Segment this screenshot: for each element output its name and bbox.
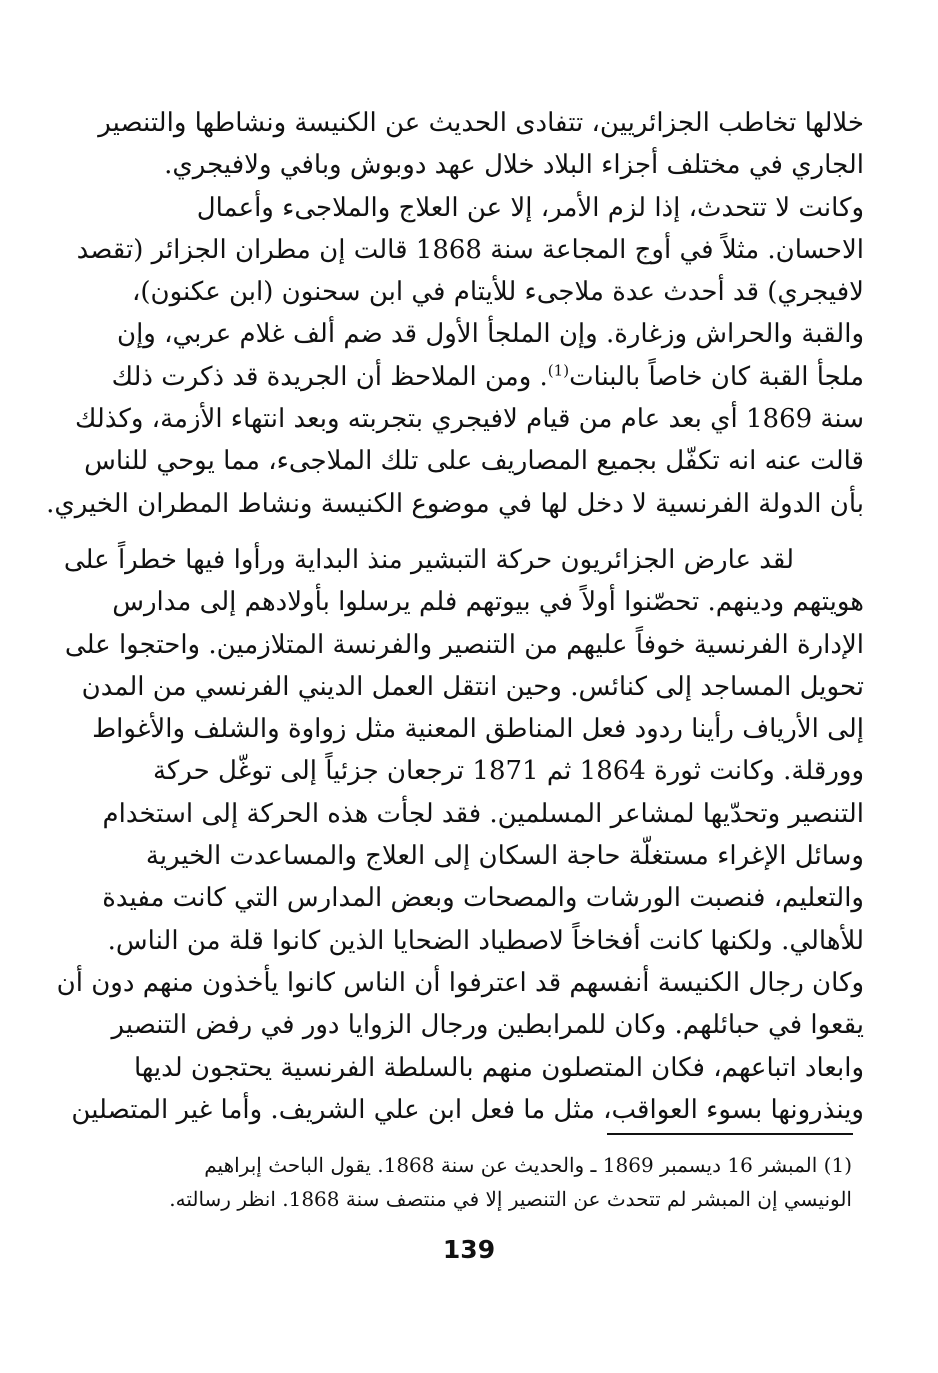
text-line: الإدارة الفرنسية خوفاً عليهم من التنصير والفرنسة المتلازمين. واحتجوا على bbox=[64, 629, 864, 660]
main-text bbox=[46, 102, 864, 1131]
text-segment: ملجأ القبة كان خاصاً بالبنات bbox=[569, 361, 864, 392]
text-line: والتعليم، فنصبت الورشات والمصحات وبعض المدارس التي كانت مفيدة bbox=[102, 883, 864, 914]
text-line: وينذرونها بسوء العواقب، مثل ما فعل ابن علي الشريف. وأما غير المتصلين bbox=[71, 1094, 864, 1125]
text-line: سنة 1869 أي بعد عام من قيام لافيجري بتجربته وبعد انتهاء الأزمة، وكذلك bbox=[75, 404, 864, 435]
text-line: لافيجري) قد أحدث عدة ملاجىء للأيتام في ابن سحنون (ابن عكنون)، bbox=[131, 277, 864, 308]
text-line: للأهالي. ولكنها كانت أفخاخاً لاصطياد الضحايا الذين كانوا قلة من الناس. bbox=[107, 925, 864, 956]
text-line: وسائل الإغراء مستغلّة حاجة السكان إلى العلاج والمساعدت الخيرية bbox=[145, 841, 864, 872]
text-line: الاحسان. مثلاً في أوج المجاعة سنة 1868 قالت إن مطران الجزائر (تقصد bbox=[76, 234, 864, 265]
text-line: وكانت لا تتحدث، إذا لزم الأمر، إلا عن العلاج والملاجىء وأعمال bbox=[196, 192, 864, 223]
paragraph-2 bbox=[56, 539, 864, 1131]
text-line: وورقلة. وكانت ثورة 1864 ثم 1871 ترجعان جزئياً إلى توغّل حركة bbox=[152, 756, 864, 787]
text-line: وكان رجال الكنيسة أنفسهم قد اعترفوا أن الناس كانوا يأخذون منهم دون أن bbox=[56, 967, 864, 998]
text-line: قالت عنه انه تكفّل بجميع المصاريف على تلك الملاجىء، مما يوحي للناس bbox=[84, 446, 864, 477]
text-segment: . ومن الملاحظ أن الجريدة قد ذكرت ذلك bbox=[111, 361, 548, 392]
footnote-reference: (1) bbox=[547, 361, 570, 380]
text-line: هويتهم ودينهم. تحصّنوا أولاً في بيوتهم فلم يرسلوا بأولادهم إلى مدارس bbox=[112, 587, 864, 618]
text-line: يقعوا في حبائلهم. وكان للمرابطين ورجال الزوايا دور في رفض التنصير bbox=[111, 1010, 864, 1041]
text-line: تحويل المساجد إلى كنائس. وحين انتقل العمل الديني الفرنسي من المدن bbox=[81, 671, 864, 702]
footnote-divider bbox=[607, 1133, 853, 1135]
footnote-line: الونيسي إن المبشر لم تتحدث عن التنصير إلا في منتصف سنة 1868. انظر رسالته. bbox=[169, 1187, 852, 1211]
footnote bbox=[160, 1148, 852, 1216]
page-number: 139 bbox=[442, 1235, 496, 1264]
paragraph-1 bbox=[46, 102, 864, 525]
text-line: لقد عارض الجزائريون حركة التبشير منذ البداية ورأوا فيها خطراً على bbox=[63, 544, 794, 575]
text-line: والقبة والحراش وزغارة. وإن الملجأ الأول قد ضم ألف غلام عربي، وإن bbox=[116, 319, 864, 350]
text-line-with-footnote-ref bbox=[111, 356, 864, 398]
text-line: خلالها تخاطب الجزائريين، تتفادى الحديث عن الكنيسة ونشاطها والتنصير bbox=[98, 108, 864, 138]
text-line: التنصير وتحدّيها لمشاعر المسلمين. فقد لجأت هذه الحركة إلى استخدام bbox=[102, 798, 864, 829]
text-line: بأن الدولة الفرنسية لا دخل لها في موضوع الكنيسة ونشاط المطران الخيري. bbox=[46, 488, 864, 519]
text-line: الجاري في مختلف أجزاء البلاد خلال عهد دوبوش وبافي ولافيجري. bbox=[164, 150, 864, 181]
footnote-line: (1) المبشر 16 ديسمبر 1869 ـ والحديث عن سنة 1868. يقول الباحث إبراهيم bbox=[204, 1153, 852, 1177]
text-line: وابعاد اتباعهم، فكان المتصلون منهم بالسلطة الفرنسية يحتجون لديها bbox=[133, 1052, 864, 1083]
text-line: إلى الأرياف رأينا ردود فعل المناطق المعنية مثل زواوة والشلف والأغواط bbox=[92, 714, 864, 745]
